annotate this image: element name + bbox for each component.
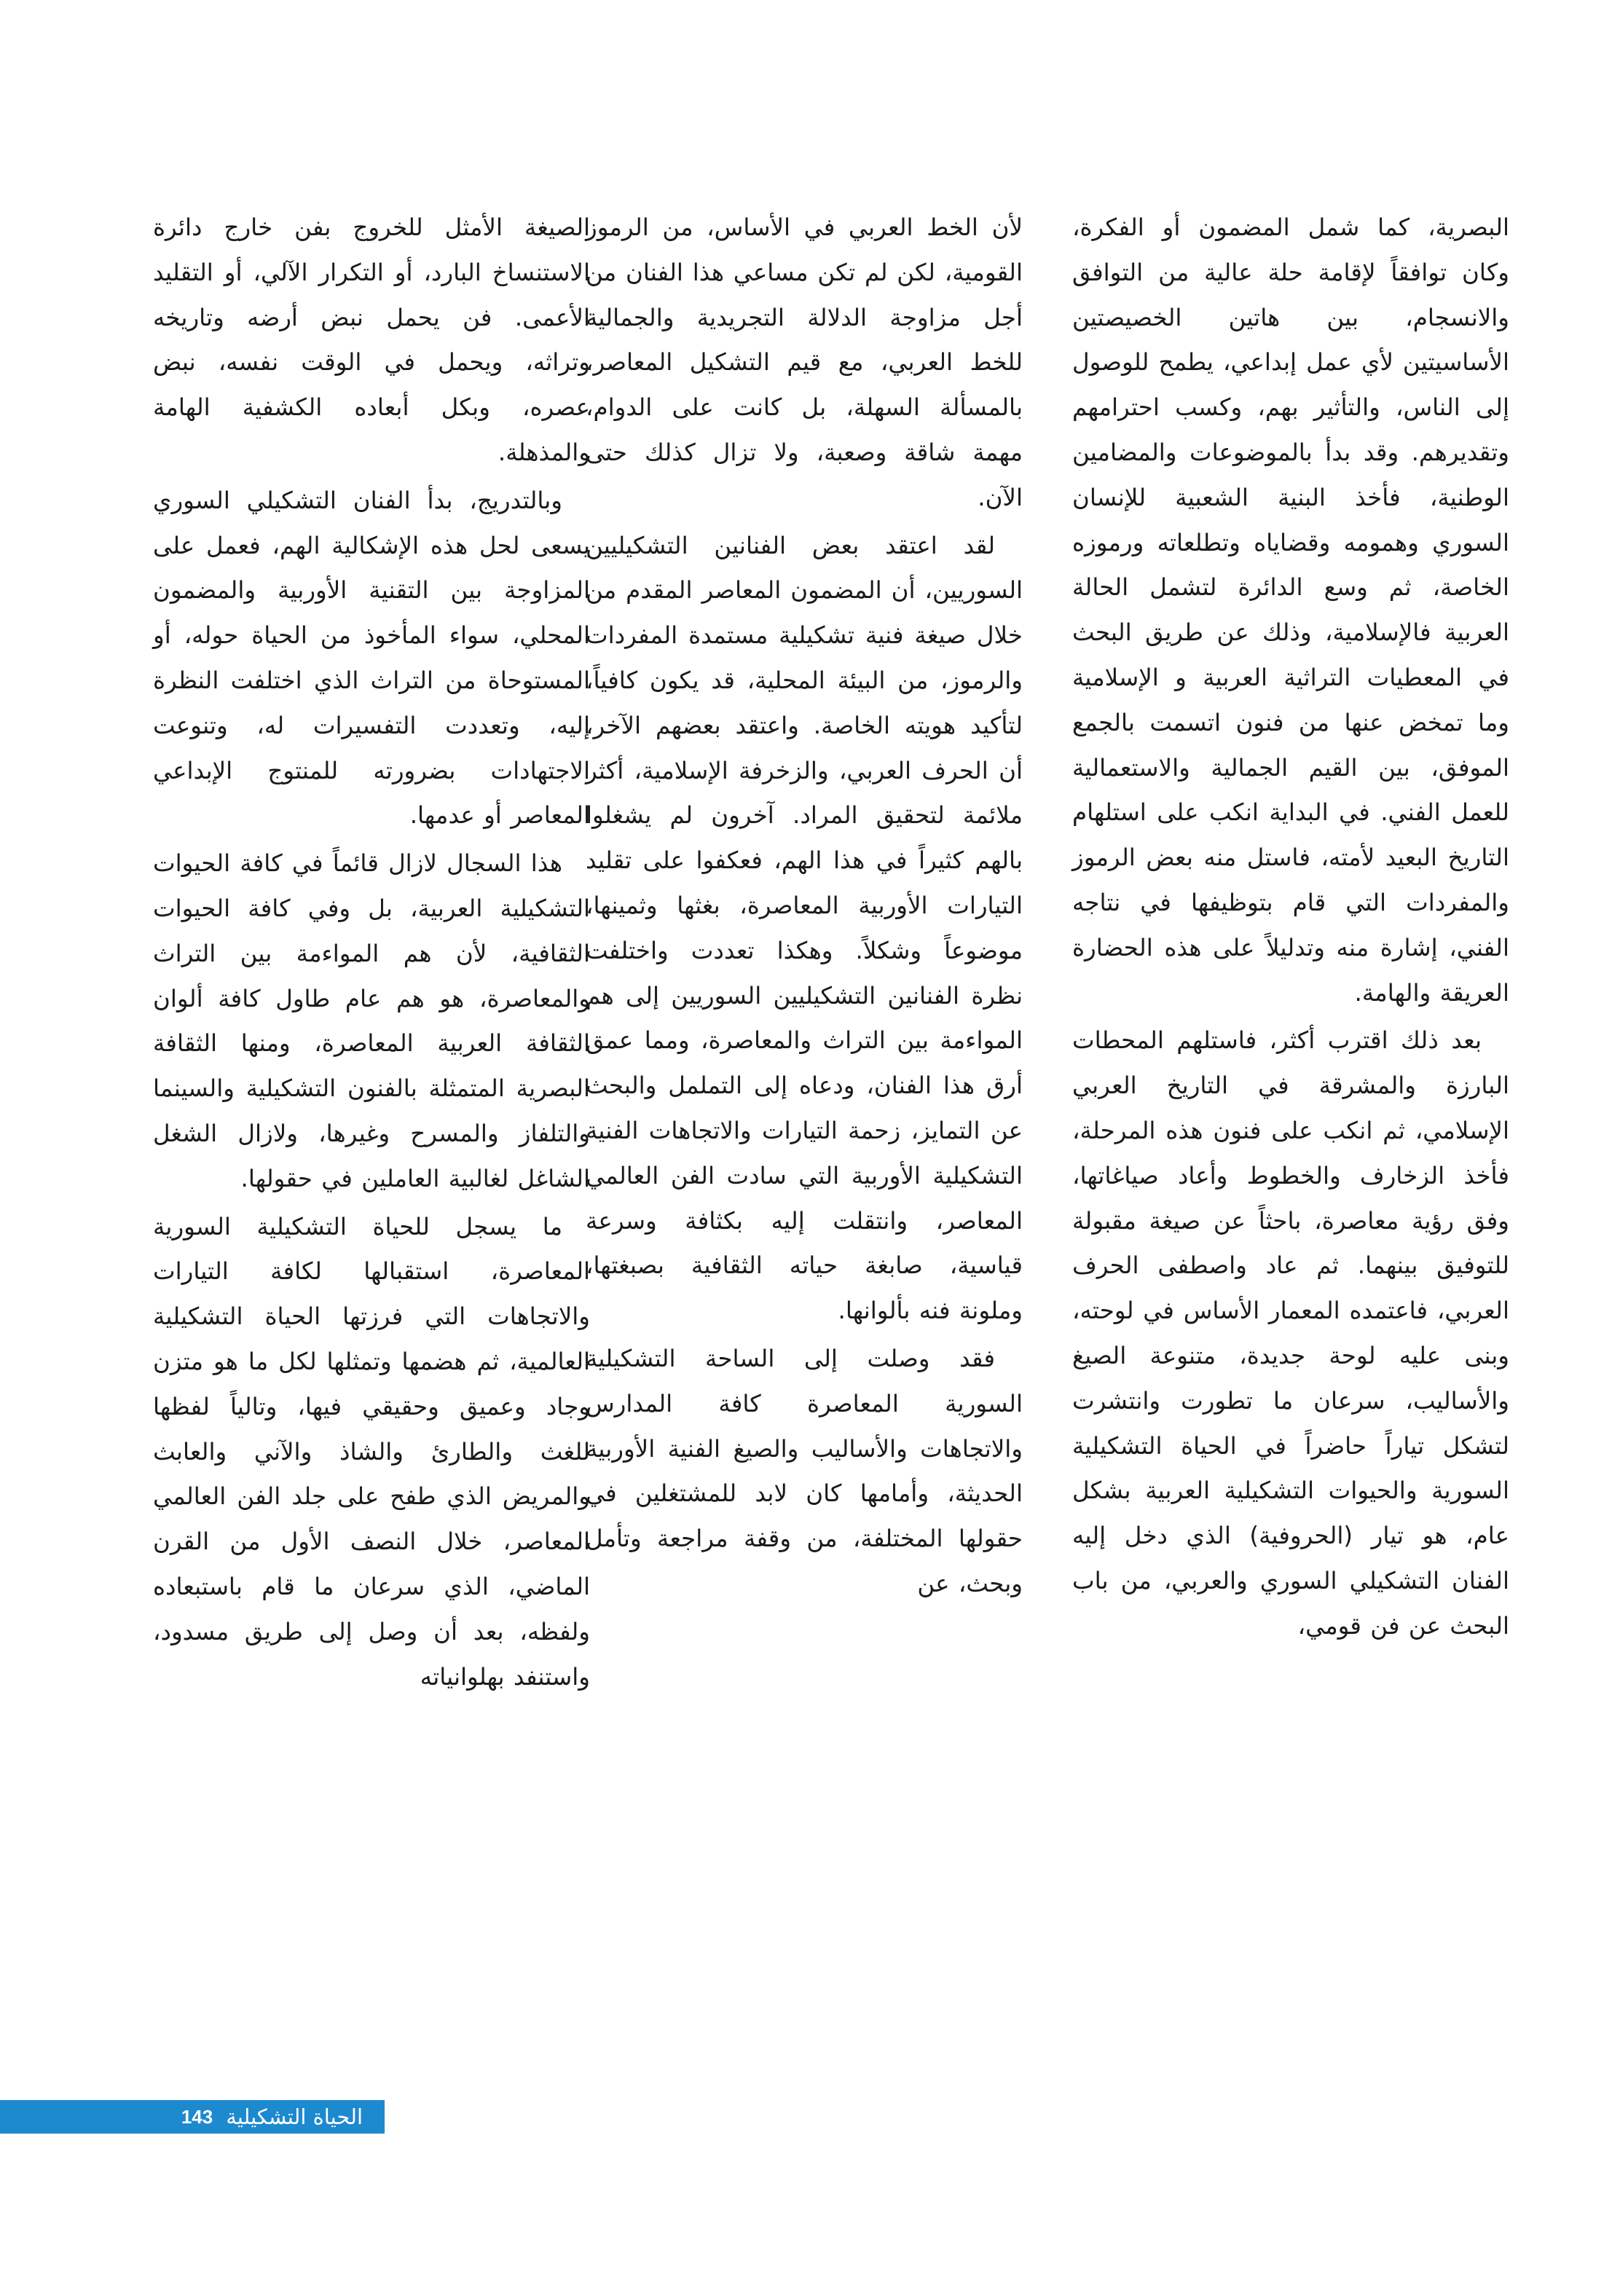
text-column-left [153, 205, 590, 1702]
paragraph: لقد اعتقد بعض الفنانين التشكيليين السوريين، أن المضمون المعاصر المقدم من خلال صيغة فنية تشكيلية مستمدة المفردات والرموز، من البيئة المحلية، قد يكون كافياً، لتأكيد هويته الخاصة. واعتقد بعضهم الآخر، أن الحرف العربي، والزخرفة الإسلامية، أكثر ملائمة لتحقيق المراد. آخرون لم يشغلوا بالهم كثيراً في هذا الهم، فعكفوا على تقليد التيارات الأوربية المعاصرة، بغثها وثمينها، موضوعاً وشكلاً. وهكذا تعددت واختلفت نظرة الفنانين التشكيليين السوريين إلى هم المواءمة بين التراث والمعاصرة، ومما عمق أرق هذا الفنان، ودعاه إلى التململ والبحث عن التمايز، زحمة التيارات والاتجاهات الفنية التشكيلية الأوربية التي سادت الفن العالمي المعاصر، وانتقلت إليه بكثافة وسرعة قياسية، صابغة حياته الثقافية بصبغتها، وملونة فنه بألوانها. [586, 531, 1023, 1325]
footer-bar [0, 2100, 385, 2134]
paragraph: وبالتدريج، بدأ الفنان التشكيلي السوري يسعى لحل هذه الإشكالية الهم، فعمل على المزاوجة بين التقنية الأوربية والمضمون المحلي، سواء المأخوذ من الحياة حوله، أو المستوحاة من التراث الذي اختلفت النظرة إليه، وتعددت التفسيرات له، وتنوعت الاجتهادات بضرورته للمنتوج الإبداعي المعاصر أو عدمها. [153, 486, 590, 830]
paragraph: الصيغة الأمثل للخروج بفن خارج دائرة الاستنساخ البارد، أو التكرار الآلي، أو التقليد الأعمى. فن يحمل نبض أرضه وتاريخه وتراثه، ويحمل في الوقت نفسه، نبض عصره، وبكل أبعاده الكشفية الهامة والمذهلة. [153, 213, 590, 466]
text-column-right [1072, 205, 1509, 1652]
paragraph: البصرية، كما شمل المضمون أو الفكرة، وكان توافقاً لإقامة حلة عالية من التوافق والانسجام، بين هاتين الخصيصتين الأساسيتين لأي عمل إبداعي، يطمح للوصول إلى الناس، والتأثير بهم، وكسب احترامهم وتقديرهم. وقد بدأ بالموضوعات والمضامين الوطنية، فأخذ البنية الشعبية للإنسان السوري وهمومه وقضاياه وتطلعاته ورموزه الخاصة، ثم وسع الدائرة لتشمل الحالة العربية فالإسلامية، وذلك عن طريق البحث في المعطيات التراثية العربية و الإسلامية وما تمخض عنها من فنون اتسمت بالجمع الموفق، بين القيم الجمالية والاستعمالية للعمل الفني. في البداية انكب على استلهام التاريخ البعيد لأمته، فاستل منه بعض الرموز والمفردات التي قام بتوظيفها في نتاجه الفني، إشارة منه وتدليلاً على هذه الحضارة العريقة والهامة. [1072, 213, 1509, 1007]
paragraph: فقد وصلت إلى الساحة التشكيلية السورية المعاصرة كافة المدارس والاتجاهات والأساليب والصيغ الفنية الأوربية الحديثة، وأمامها كان لابد للمشتغلين في حقولها المختلفة، من وقفة مراجعة وتأمل وبحث، عن [586, 1344, 1023, 1597]
text-column-middle [586, 205, 1023, 1610]
paragraph: ما يسجل للحياة التشكيلية السورية المعاصرة، استقبالها لكافة التيارات والاتجاهات التي فرزتها الحياة التشكيلية العالمية، ثم هضمها وتمثلها لكل ما هو متزن وجاد وعميق وحقيقي فيها، وتالياً لفظها للغث والطارئ والشاذ والآني والعابث والمريض الذي طفح على جلد الفن العالمي المعاصر، خلال النصف الأول من القرن الماضي، الذي سرعان ما قام باستبعاده ولفظه، بعد أن وصل إلى طريق مسدود، واستنفد بهلوانياته [153, 1212, 590, 1691]
page-number: 143 [181, 2105, 213, 2128]
paragraph: بعد ذلك اقترب أكثر، فاستلهم المحطات البارزة والمشرقة في التاريخ العربي الإسلامي، ثم انكب على فنون هذه المرحلة، فأخذ الزخارف والخطوط وأعاد صياغاتها، وفق رؤية معاصرة، باحثاً عن صيغة مقبولة للتوفيق بينهما. ثم عاد واصطفى الحرف العربي، فاعتمده المعمار الأساس في لوحته، وبنى عليه لوحة جديدة، متنوعة الصيغ والأساليب، سرعان ما تطورت وانتشرت لتشكل تياراً حاضراً في الحياة التشكيلية السورية والحيوات التشكيلية العربية بشكل عام، هو تيار (الحروفية) الذي دخل إليه الفنان التشكيلي السوري والعربي، من باب البحث عن فن قومي، [1072, 1026, 1509, 1640]
paragraph: هذا السجال لازال قائماً في كافة الحيوات التشكيلية العربية، بل وفي كافة الحيوات الثقافية، لأن هم المواءمة بين التراث والمعاصرة، هو هم عام طاول كافة ألوان الثقافة العربية المعاصرة، ومنها الثقافة البصرية المتمثلة بالفنون التشكيلية والسينما والتلفاز والمسرح وغيرها، ولازال الشغل الشاغل لغالبية العاملين في حقولها. [153, 849, 590, 1192]
magazine-title: الحياة التشكيلية [226, 2104, 363, 2129]
paragraph: لأن الخط العربي في الأساس، من الرموز القومية، لكن لم تكن مساعي هذا الفنان من أجل مزاوجة الدلالة التجريدية والجمالية للخط العربي، مع قيم التشكيل المعاصر، بالمسألة السهلة، بل كانت على الدوام، مهمة شاقة وصعبة، ولا تزال كذلك حتى الآن. [586, 213, 1023, 511]
